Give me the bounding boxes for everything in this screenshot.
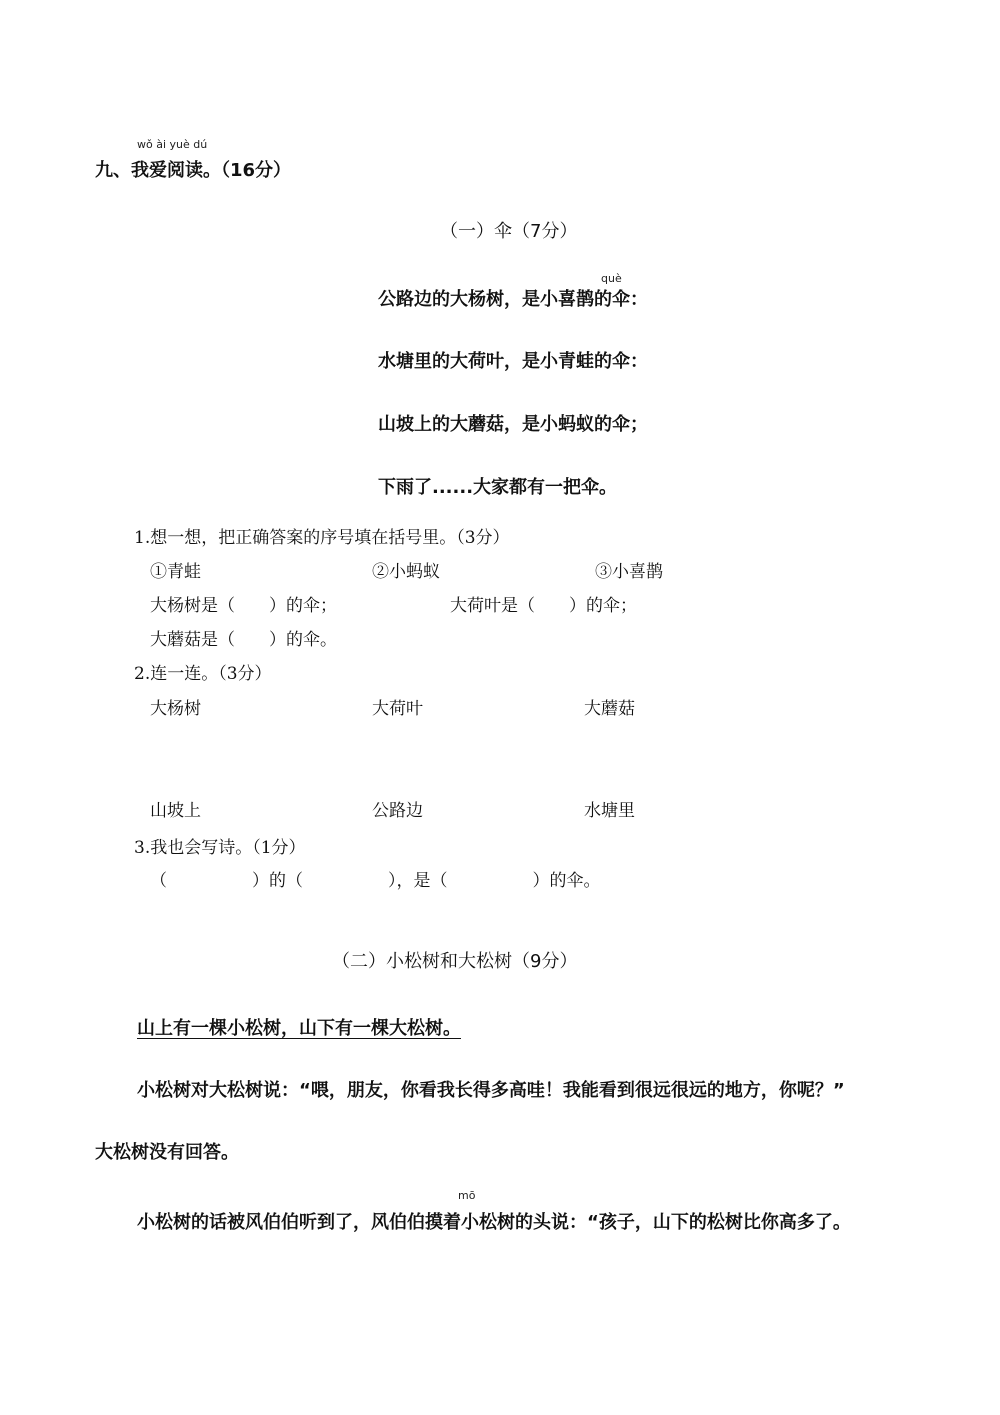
- q3-line: （ ）的（ ），是（ ）的伞。: [150, 871, 601, 891]
- q2-top-3: 大蘑菇: [584, 699, 635, 719]
- story-paragraph-2: 小松树对大松树说：“喂，朋友，你看我长得多高哇！我能看到很远很远的地方，你呢？”: [137, 1080, 845, 1101]
- q2-bottom-1: 山坡上: [150, 801, 201, 821]
- story-paragraph-1: 山上有一棵小松树，山下有一棵大松树。: [137, 1018, 461, 1039]
- section-title-pinyin: wǒ ài yuè dú: [137, 138, 208, 151]
- q1-blank-1: 大杨树是（ ）的伞；: [150, 596, 337, 616]
- pinyin-mo: mō: [458, 1189, 476, 1202]
- q2-top-2: 大荷叶: [372, 699, 423, 719]
- poem-line-3: 山坡上的大蘑菇，是小蚂蚁的伞；: [378, 414, 648, 435]
- q1-prompt: 1.想一想，把正确答案的序号填在括号里。（3分）: [134, 528, 510, 548]
- story-paragraph-4: 小松树的话被风伯伯听到了，风伯伯摸着小松树的头说：“孩子，山下的松树比你高多了。: [137, 1212, 851, 1233]
- q2-top-1: 大杨树: [150, 699, 201, 719]
- q1-option-2: ②小蚂蚁: [372, 562, 440, 582]
- q1-blank-3: 大蘑菇是（ ）的伞。: [150, 630, 337, 650]
- q2-bottom-2: 公路边: [372, 801, 423, 821]
- q1-option-1: ①青蛙: [150, 562, 201, 582]
- part1-heading: （一）伞（7分）: [440, 221, 578, 242]
- part2-heading: （二）小松树和大松树（9分）: [332, 951, 578, 972]
- q1-blank-2: 大荷叶是（ ）的伞；: [450, 596, 637, 616]
- q2-prompt: 2.连一连。（3分）: [134, 664, 272, 684]
- q2-bottom-3: 水塘里: [584, 801, 635, 821]
- section-title: 九、我爱阅读。（16分）: [95, 160, 292, 181]
- pinyin-que: què: [601, 272, 622, 285]
- poem-line-1: 公路边的大杨树，是小喜鹊的伞：: [378, 289, 648, 310]
- q3-prompt: 3.我也会写诗。（1分）: [134, 838, 306, 858]
- poem-line-4: 下雨了......大家都有一把伞。: [378, 477, 618, 498]
- q1-option-3: ③小喜鹊: [595, 562, 663, 582]
- poem-line-2: 水塘里的大荷叶，是小青蛙的伞：: [378, 351, 648, 372]
- story-paragraph-3: 大松树没有回答。: [95, 1142, 239, 1163]
